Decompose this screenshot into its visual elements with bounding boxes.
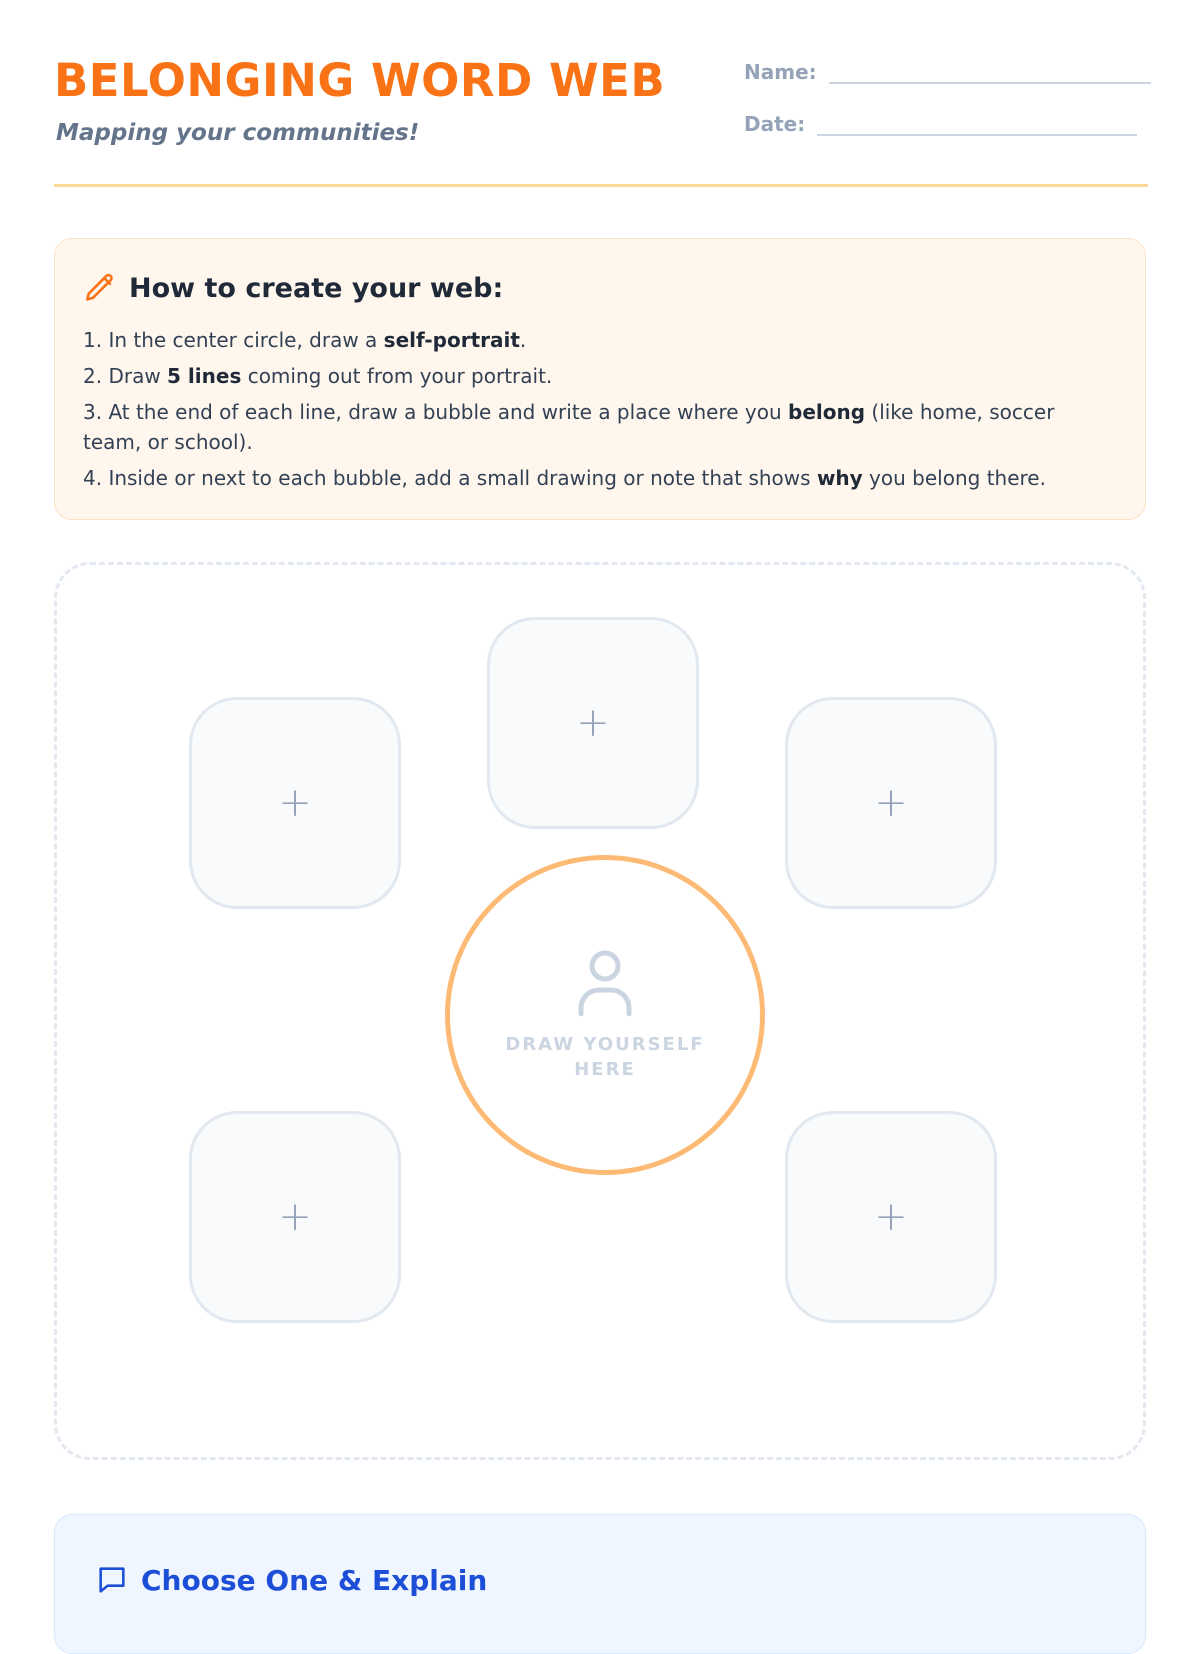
bubble-top[interactable] <box>487 617 699 829</box>
instruction-step <box>83 361 1103 391</box>
instruction-step <box>83 463 1103 493</box>
step-emphasis: belong <box>788 400 866 424</box>
date-label: Date: <box>744 112 806 136</box>
worksheet-header <box>54 0 1148 187</box>
instructions-title: How to create your web: <box>129 272 504 304</box>
bubble-lower-left[interactable] <box>189 1111 401 1323</box>
instructions-box <box>54 238 1146 520</box>
step-text: 1. In the center circle, draw a <box>83 328 384 352</box>
step-text: . <box>519 328 527 352</box>
step-text: you belong there. <box>862 466 1046 490</box>
explain-box <box>54 1514 1146 1654</box>
bubble-lower-right[interactable] <box>785 1111 997 1323</box>
worksheet-page <box>54 0 1148 1597</box>
instruction-step <box>83 325 1103 355</box>
date-line[interactable] <box>817 110 1137 136</box>
pencil-icon <box>83 271 117 305</box>
date-field <box>744 110 1137 136</box>
word-web-area <box>54 562 1146 1460</box>
person-icon <box>575 948 635 1018</box>
name-field <box>744 58 1151 84</box>
center-label: DRAW YOURSELF HERE <box>505 1034 705 1080</box>
bubble-upper-left[interactable] <box>189 697 401 909</box>
step-emphasis: self-portrait <box>383 328 520 352</box>
instruction-steps <box>83 325 1103 499</box>
chat-bubble-icon <box>95 1563 129 1597</box>
instructions-header <box>83 271 503 305</box>
self-portrait-circle[interactable] <box>445 855 765 1175</box>
step-text: 4. Inside or next to each bubble, add a small drawing or note that shows <box>83 466 817 490</box>
name-line[interactable] <box>829 58 1151 84</box>
step-text: 2. Draw <box>83 364 168 388</box>
explain-title: Choose One & Explain <box>141 1563 488 1597</box>
step-text: (like home, soccer team, or school). <box>83 400 1055 454</box>
plus-icon: + <box>576 700 610 746</box>
plus-icon: + <box>874 1194 908 1240</box>
page-title: BELONGING WORD WEB <box>54 54 666 107</box>
step-emphasis: 5 lines <box>167 364 242 388</box>
step-text: coming out from your portrait. <box>241 364 553 388</box>
bubble-upper-right[interactable] <box>785 697 997 909</box>
step-emphasis: why <box>816 466 863 490</box>
plus-icon: + <box>278 780 312 826</box>
explain-header <box>95 1563 487 1597</box>
instruction-step <box>83 397 1103 457</box>
plus-icon: + <box>874 780 908 826</box>
step-text: 3. At the end of each line, draw a bubble and write a place where you <box>83 400 788 424</box>
name-label: Name: <box>744 60 817 84</box>
page-subtitle: Mapping your communities! <box>56 120 420 146</box>
plus-icon: + <box>278 1194 312 1240</box>
